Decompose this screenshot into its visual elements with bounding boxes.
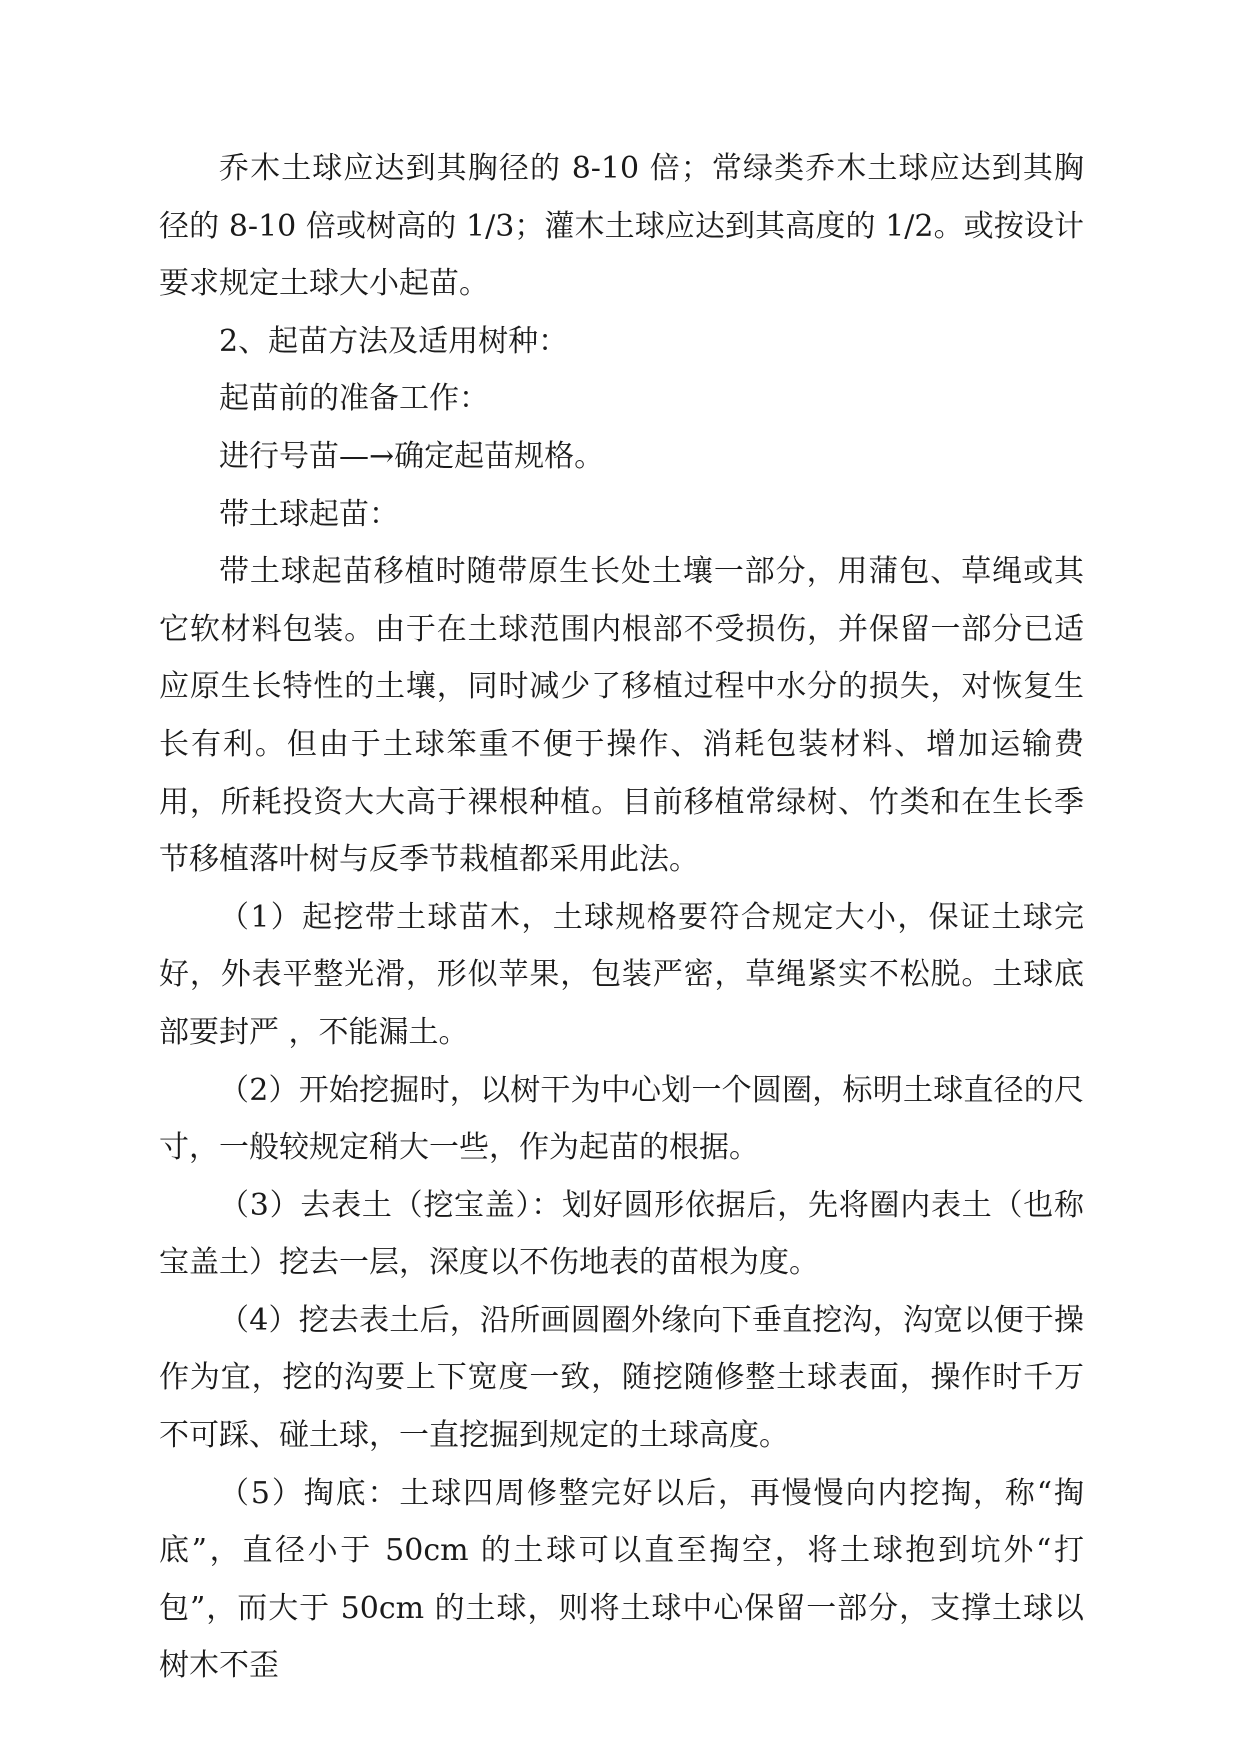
paragraph-step-5: （5）掏底：土球四周修整完好以后，再慢慢向内挖掏，称“掏底”，直径小于 50cm 的土球可以直至掏空，将土球抱到坑外“打包”，而大于 50cm 的土球，则将土球中心保留一部分，支撑土球以树木不歪 [159, 1475, 1084, 1684]
paragraph-step-2: （2）开始挖掘时，以树干为中心划一个圆圈，标明土球直径的尺寸，一般较规定稍大一些，作为起苗的根据。 [159, 1072, 1084, 1166]
paragraph-step-1: （1）起挖带土球苗木，土球规格要符合规定大小，保证土球完好，外表平整光滑，形似苹果，包装严密，草绳紧实不松脱。土球底部要封严 ，不能漏土。 [159, 899, 1084, 1050]
paragraph-preparation-steps: 进行号苗—→确定起苗规格。 [219, 438, 605, 474]
document-body [159, 140, 1084, 1695]
paragraph-soil-ball-size: 乔木土球应达到其胸径的 8-10 倍；常绿类乔木土球应达到其胸径的 8-10 倍或树高的 1/3；灌木土球应达到其高度的 1/2。或按设计要求规定土球大小起苗。 [159, 151, 1084, 302]
paragraph-soil-ball-overview: 带土球起苗移植时随带原生长处土壤一部分，用蒲包、草绳或其它软材料包装。由于在土球范围内根部不受损伤，并保留一部分已适应原生长特性的土壤，同时减少了移植过程中水分的损失，对恢复生长有利。但由于土球笨重不便于操作、消耗包装材料、增加运输费用，所耗投资大大高于裸根种植。目前移植常绿树、竹类和在生长季节移植落叶树与反季节栽植都采用此法。 [159, 554, 1084, 878]
paragraph-step-3: （3）去表土（挖宝盖）：划好圆形依据后，先将圈内表土（也称宝盖土）挖去一层，深度以不伤地表的苗根为度。 [159, 1187, 1084, 1281]
subheading-soil-ball-lifting: 带土球起苗： [219, 496, 399, 532]
section-heading-lifting-methods: 2、起苗方法及适用树种： [219, 323, 569, 359]
subheading-preparation: 起苗前的准备工作： [219, 381, 489, 417]
paragraph-step-4: （4）挖去表土后，沿所画圆圈外缘向下垂直挖沟，沟宽以便于操作为宜，挖的沟要上下宽度一致，随挖随修整土球表面，操作时千万不可踩、碰土球，一直挖掘到规定的土球高度。 [159, 1302, 1084, 1454]
